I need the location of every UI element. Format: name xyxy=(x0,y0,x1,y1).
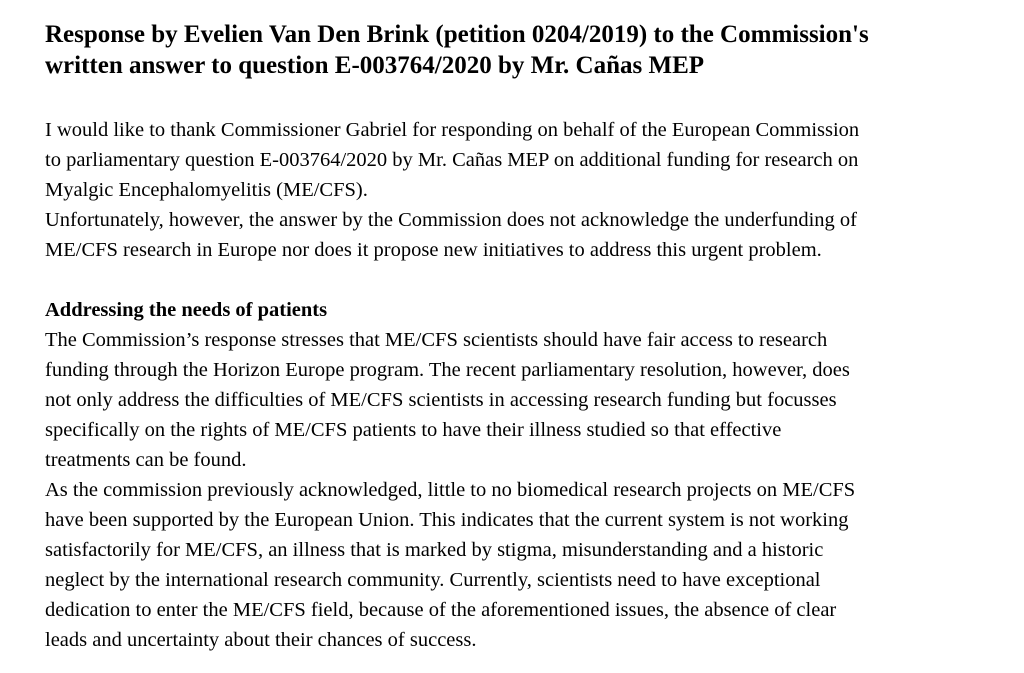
document-title xyxy=(45,19,1010,81)
text-line: not only address the difficulties of ME/CFS scientists in accessing research funding but focusses xyxy=(45,389,837,411)
paragraph-commission-response xyxy=(45,325,1010,475)
text-line: specifically on the rights of ME/CFS patients to have their illness studied so that effective xyxy=(45,419,782,441)
intro-block xyxy=(45,115,1010,265)
text-line: dedication to enter the ME/CFS field, because of the aforementioned issues, the absence of clear xyxy=(45,599,837,621)
text-line: ME/CFS research in Europe nor does it propose new initiatives to address this urgent problem. xyxy=(45,239,822,261)
section-heading: Addressing the needs of patients xyxy=(45,299,328,321)
paragraph-thanks xyxy=(45,115,1010,205)
text-line: satisfactorily for ME/CFS, an illness that is marked by stigma, misunderstanding and a historic xyxy=(45,539,824,561)
title-line: Response by Evelien Van Den Brink (petition 0204/2019) to the Commission's xyxy=(45,21,869,48)
text-line: treatments can be found. xyxy=(45,449,247,471)
text-line: to parliamentary question E-003764/2020 by Mr. Cañas MEP on additional funding for research on xyxy=(45,149,859,171)
text-line: I would like to thank Commissioner Gabriel for responding on behalf of the European Commission xyxy=(45,119,860,141)
title-line: written answer to question E-003764/2020 by Mr. Cañas MEP xyxy=(45,52,705,79)
text-line: The Commission’s response stresses that ME/CFS scientists should have fair access to research xyxy=(45,329,828,351)
text-line: As the commission previously acknowledged, little to no biomedical research projects on ME/CFS xyxy=(45,479,856,501)
text-line: leads and uncertainty about their chances of success. xyxy=(45,629,477,651)
text-line: have been supported by the European Union. This indicates that the current system is not working xyxy=(45,509,849,531)
text-line: Myalgic Encephalomyelitis (ME/CFS). xyxy=(45,179,368,201)
document-page xyxy=(45,19,1010,655)
patients-section xyxy=(45,295,1010,655)
text-line: Unfortunately, however, the answer by the Commission does not acknowledge the underfunding of xyxy=(45,209,857,231)
text-line: funding through the Horizon Europe program. The recent parliamentary resolution, however, does xyxy=(45,359,850,381)
paragraph-research-projects xyxy=(45,475,1010,655)
paragraph-underfunding xyxy=(45,205,1010,265)
text-line: neglect by the international research community. Currently, scientists need to have exceptional xyxy=(45,569,821,591)
